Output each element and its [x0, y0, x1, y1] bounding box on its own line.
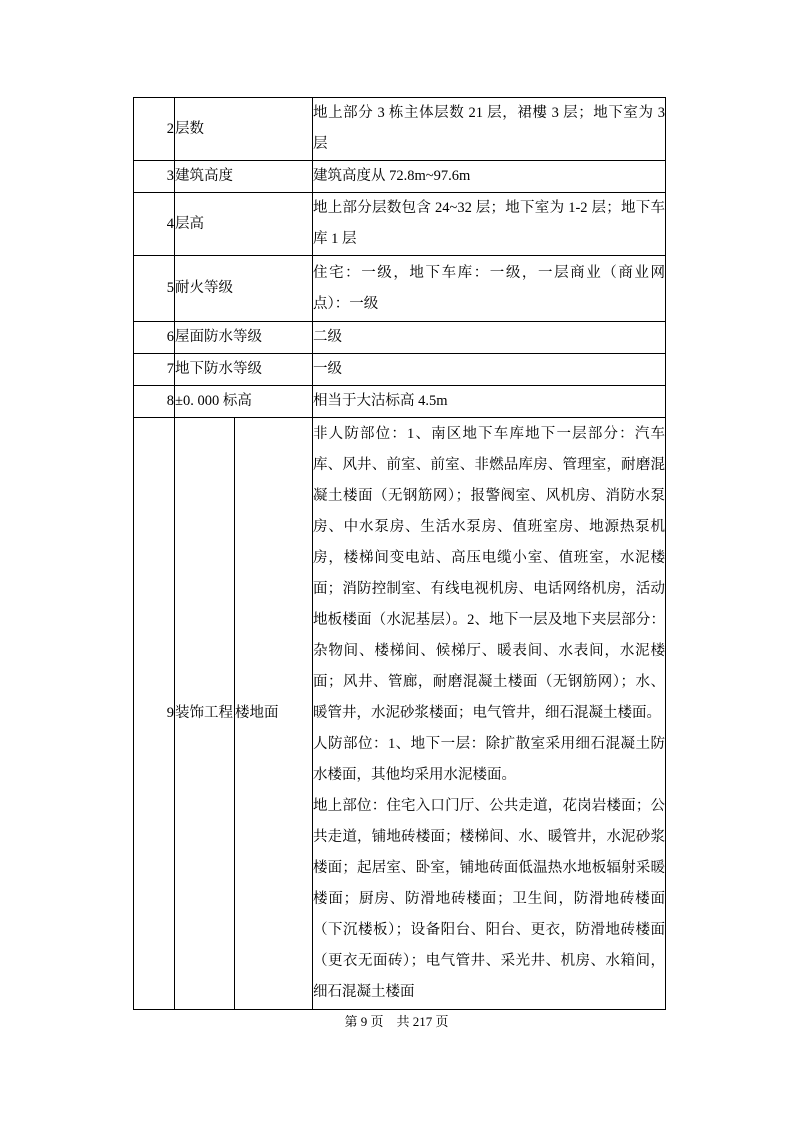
- building-spec-table: [133, 97, 666, 1010]
- row-content: 相当于大沽标高 4.5m: [313, 386, 666, 418]
- row-content: 住宅：一级，地下车库：一级，一层商业（商业网点）：一级: [313, 256, 666, 322]
- row-content: [313, 418, 666, 1010]
- table-row-floors: [134, 98, 666, 161]
- content-paragraph: 地上部位：住宅入口门厅、公共走道，花岗岩楼面；公共走道，铺地砖楼面；楼梯间、水、暖管井，水泥砂浆楼面；起居室、卧室，铺地砖面低温热水地板辐射采暖楼面；厨房、防滑地砖楼面；卫生间，防滑地砖楼面（下沉楼板）；设备阳台、阳台、更衣，防滑地砖楼面（更衣无面砖）；电气管井、采光井、机房、水箱间，细石混凝土楼面: [313, 798, 665, 1000]
- row-label: 屋面防水等级: [175, 322, 313, 354]
- row-label: ±0. 000 标高: [175, 386, 313, 418]
- row-label: 层高: [175, 193, 313, 256]
- table-row-decoration-flooring: [134, 418, 666, 1010]
- table-row-roof-waterproof: [134, 322, 666, 354]
- row-number: 9: [134, 418, 175, 1010]
- row-label: 地下防水等级: [175, 354, 313, 386]
- row-label: 层数: [175, 98, 313, 161]
- row-number: 2: [134, 98, 175, 161]
- row-content: 地上部分层数包含 24~32 层；地下室为 1-2 层；地下车库 1 层: [313, 193, 666, 256]
- table-row-elevation: [134, 386, 666, 418]
- table-row-underground-waterproof: [134, 354, 666, 386]
- content-paragraph: 人防部位：1、地下一层：除扩散室采用细石混凝土防水楼面，其他均采用水泥楼面。: [313, 736, 665, 783]
- row-label: 耐火等级: [175, 256, 313, 322]
- row-number: 4: [134, 193, 175, 256]
- row-content: 二级: [313, 322, 666, 354]
- row-number: 3: [134, 161, 175, 193]
- row-number: 7: [134, 354, 175, 386]
- row-content: 一级: [313, 354, 666, 386]
- table-row-building-height: [134, 161, 666, 193]
- row-number: 6: [134, 322, 175, 354]
- row-content: 地上部分 3 栋主体层数 21 层，裙樓 3 层；地下室为 3 层: [313, 98, 666, 161]
- row-sublabel: 楼地面: [235, 418, 313, 1010]
- content-paragraph: 非人防部位：1、南区地下车库地下一层部分：汽车库、风井、前室、前室、非燃品库房、管理室，耐磨混凝土楼面（无钢筋网）；报警阀室、风机房、消防水泵房、中水泵房、生活水泵房、值班室房、地源热泵机房，楼梯间变电站、高压电缆小室、值班室，水泥楼面；消防控制室、有线电视机房、电话网络机房，活动地板楼面（水泥基层）。2、地下一层及地下夹层部分：杂物间、楼梯间、候梯厅、暖表间、水表间，水泥楼面；风井、管廊，耐磨混凝土楼面（无钢筋网）；水、暖管井，水泥砂浆楼面；电气管井，细石混凝土楼面。: [313, 426, 665, 721]
- row-number: 8: [134, 386, 175, 418]
- table-row-storey-height: [134, 193, 666, 256]
- row-label: 建筑高度: [175, 161, 313, 193]
- row-number: 5: [134, 256, 175, 322]
- table-row-fire-rating: [134, 256, 666, 322]
- row-content: 建筑高度从 72.8m~97.6m: [313, 161, 666, 193]
- row-label-group: 装饰工程: [175, 418, 235, 1010]
- page-footer: 第 9 页 共 217 页: [344, 1014, 449, 1029]
